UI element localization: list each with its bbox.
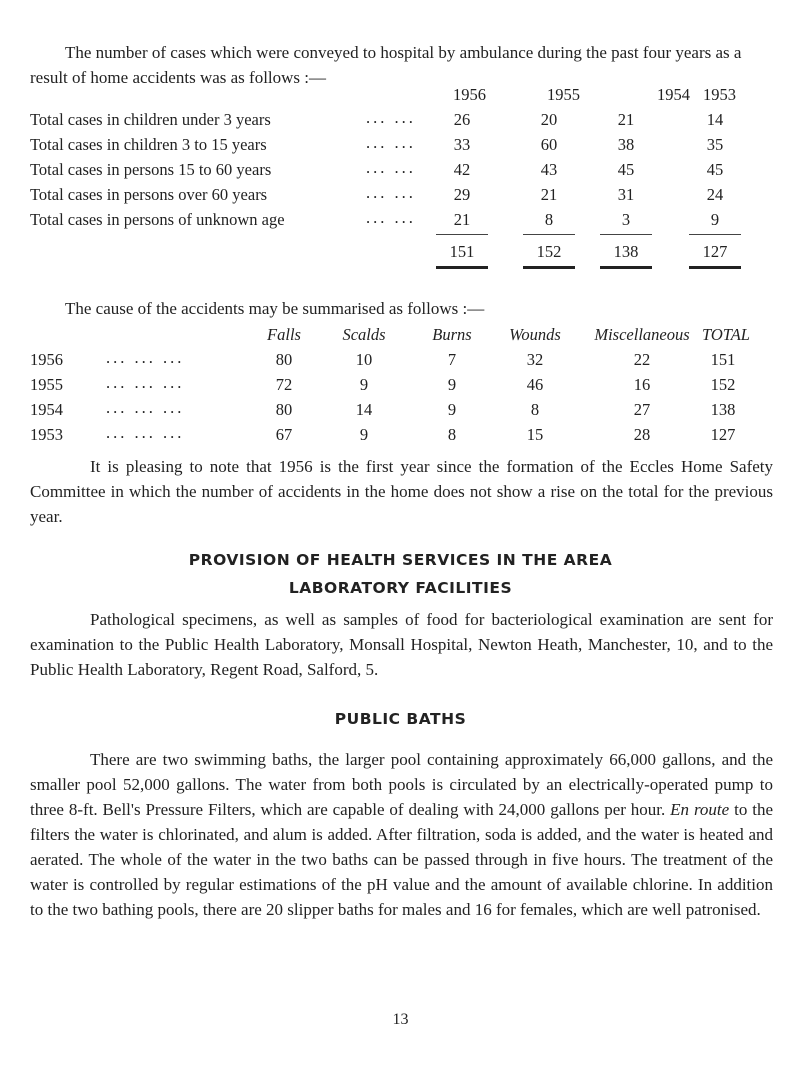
intro-paragraph: The number of cases which were conveyed to hospital by ambulance during the past four years as a result of home accidents was as follows :—	[30, 43, 742, 87]
total-rule-bottom	[436, 266, 488, 269]
table-cell: 9	[359, 375, 369, 394]
year-label: 1956	[30, 350, 63, 369]
table-row-label: Total cases in children under 3 years	[30, 110, 271, 129]
total-rule-top	[436, 234, 488, 235]
table-cell: 38	[617, 135, 635, 154]
table-cell: 151	[710, 350, 736, 369]
table-cell: 45	[617, 160, 635, 179]
table-cell: 24	[706, 185, 724, 204]
table-cell: 26	[453, 110, 471, 129]
table-cell: 80	[275, 350, 293, 369]
table-cell: 27	[633, 400, 651, 419]
year-header-1954: 1954	[657, 85, 690, 104]
table-cell: 21	[453, 210, 471, 229]
table-cell: 3	[621, 210, 631, 229]
cause-intro: The cause of the accidents may be summarised as follows :—	[65, 299, 485, 318]
year-header-1956: 1956	[453, 85, 486, 104]
table-cell: 80	[275, 400, 293, 419]
col-header-falls: Falls	[267, 325, 301, 344]
table-cell: 138	[710, 400, 736, 419]
total-cell: 127	[702, 242, 728, 261]
page-number: 13	[392, 1011, 409, 1028]
table-cell: 46	[526, 375, 544, 394]
dot-leader: ... ... ...	[106, 373, 185, 392]
year-header-1953: 1953	[703, 85, 736, 104]
table-cell: 8	[530, 400, 540, 419]
year-header-1955: 1955	[547, 85, 580, 104]
table-cell: 14	[355, 400, 373, 419]
table-cell: 9	[359, 425, 369, 444]
table-cell: 9	[710, 210, 720, 229]
table-cell: 14	[706, 110, 724, 129]
dot-leader: ... ...	[366, 183, 416, 202]
table-cell: 28	[633, 425, 651, 444]
table-cell: 21	[617, 110, 635, 129]
lab-paragraph: Pathological specimens, as well as samples of food for bacteriological examination are sent for examination to the Public Health Laboratory, Monsall Hospital, Newton Heath, Manchester, 10, and to the Public Health Laboratory, Regent Road, Salford, 5.	[30, 610, 773, 679]
table-cell: 33	[453, 135, 471, 154]
en-route-text: En route	[670, 800, 730, 819]
col-header-burns: Burns	[432, 325, 472, 344]
table-cell: 42	[453, 160, 471, 179]
dot-leader: ... ...	[366, 133, 416, 152]
year-label: 1953	[30, 425, 63, 444]
baths-text-2: to the filters the water is chlorinated, and alum is added. After filtration, soda is added, and the water is heated and aerated. The whole of the water in the two baths can be passed through in five hours. The treatment of the water is controlled by regular estimations of the pH value and the amount of available chlorine. In addition to the two bathing pools, there are 20 slipper baths for males and 16 for females, which are well patronised.	[30, 800, 774, 919]
total-rule-top	[689, 234, 741, 235]
dot-leader: ... ...	[366, 158, 416, 177]
total-rule-top	[600, 234, 652, 235]
col-header-total: TOTAL	[701, 325, 750, 344]
table-row-label: Total cases in children 3 to 15 years	[30, 135, 267, 154]
table-cell: 43	[540, 160, 558, 179]
table-cell: 32	[526, 350, 544, 369]
total-rule-bottom	[523, 266, 575, 269]
total-cell: 138	[613, 242, 639, 261]
baths-text-1: There are two swimming baths, the larger pool containing approximately 66,000 gallons, and the smaller pool 52,000 gallons. The water from both pools is circulated by an electrically-operated pump to three 8-ft. Bell's Pressure Filters, which are capable of dealing with 24,000 gallons per hour.	[30, 750, 773, 819]
table-row-label: Total cases in persons 15 to 60 years	[30, 160, 272, 179]
total-rule-bottom	[600, 266, 652, 269]
year-label: 1954	[30, 400, 63, 419]
table-cell: 127	[710, 425, 736, 444]
table-row-label: Total cases in persons over 60 years	[30, 185, 268, 204]
section-heading: PROVISION OF HEALTH SERVICES IN THE AREA	[188, 551, 613, 569]
dot-leader: ... ... ...	[106, 423, 185, 442]
table-cell: 10	[355, 350, 373, 369]
baths-paragraph	[30, 747, 773, 922]
col-header-miscellaneous: Miscellaneous	[594, 325, 690, 344]
dot-leader: ... ...	[366, 208, 416, 227]
table-cell: 15	[526, 425, 544, 444]
table-row-label: Total cases in persons of unknown age	[30, 210, 285, 229]
dot-leader: ... ... ...	[106, 348, 185, 367]
lab-heading: LABORATORY FACILITIES	[288, 579, 513, 597]
table-cell: 21	[540, 185, 558, 204]
total-rule-top	[523, 234, 575, 235]
table-cell: 9	[447, 400, 457, 419]
table-cell: 8	[544, 210, 554, 229]
table-cell: 31	[617, 185, 635, 204]
table-cell: 60	[540, 135, 558, 154]
total-rule-bottom	[689, 266, 741, 269]
dot-leader: ... ...	[366, 108, 416, 127]
pleasing-paragraph: It is pleasing to note that 1956 is the first year since the formation of the Eccles Home Safety Committee in which the number of accidents in the home does not show a rise on the total for the previous year.	[30, 457, 773, 526]
col-header-scalds: Scalds	[342, 325, 386, 344]
table-cell: 45	[706, 160, 724, 179]
dot-leader: ... ... ...	[106, 398, 185, 417]
baths-heading: PUBLIC BATHS	[334, 710, 467, 728]
table-cell: 22	[633, 350, 651, 369]
table-cell: 9	[447, 375, 457, 394]
total-cell: 151	[449, 242, 475, 261]
year-label: 1955	[30, 375, 63, 394]
table-cell: 20	[540, 110, 558, 129]
table-cell: 7	[447, 350, 457, 369]
table-cell: 29	[453, 185, 471, 204]
table-cell: 8	[447, 425, 457, 444]
table-cell: 67	[275, 425, 293, 444]
table-cell: 35	[706, 135, 724, 154]
table-cell: 16	[633, 375, 651, 394]
table-cell: 72	[275, 375, 293, 394]
total-cell: 152	[536, 242, 562, 261]
table-cell: 152	[710, 375, 736, 394]
col-header-wounds: Wounds	[509, 325, 561, 344]
